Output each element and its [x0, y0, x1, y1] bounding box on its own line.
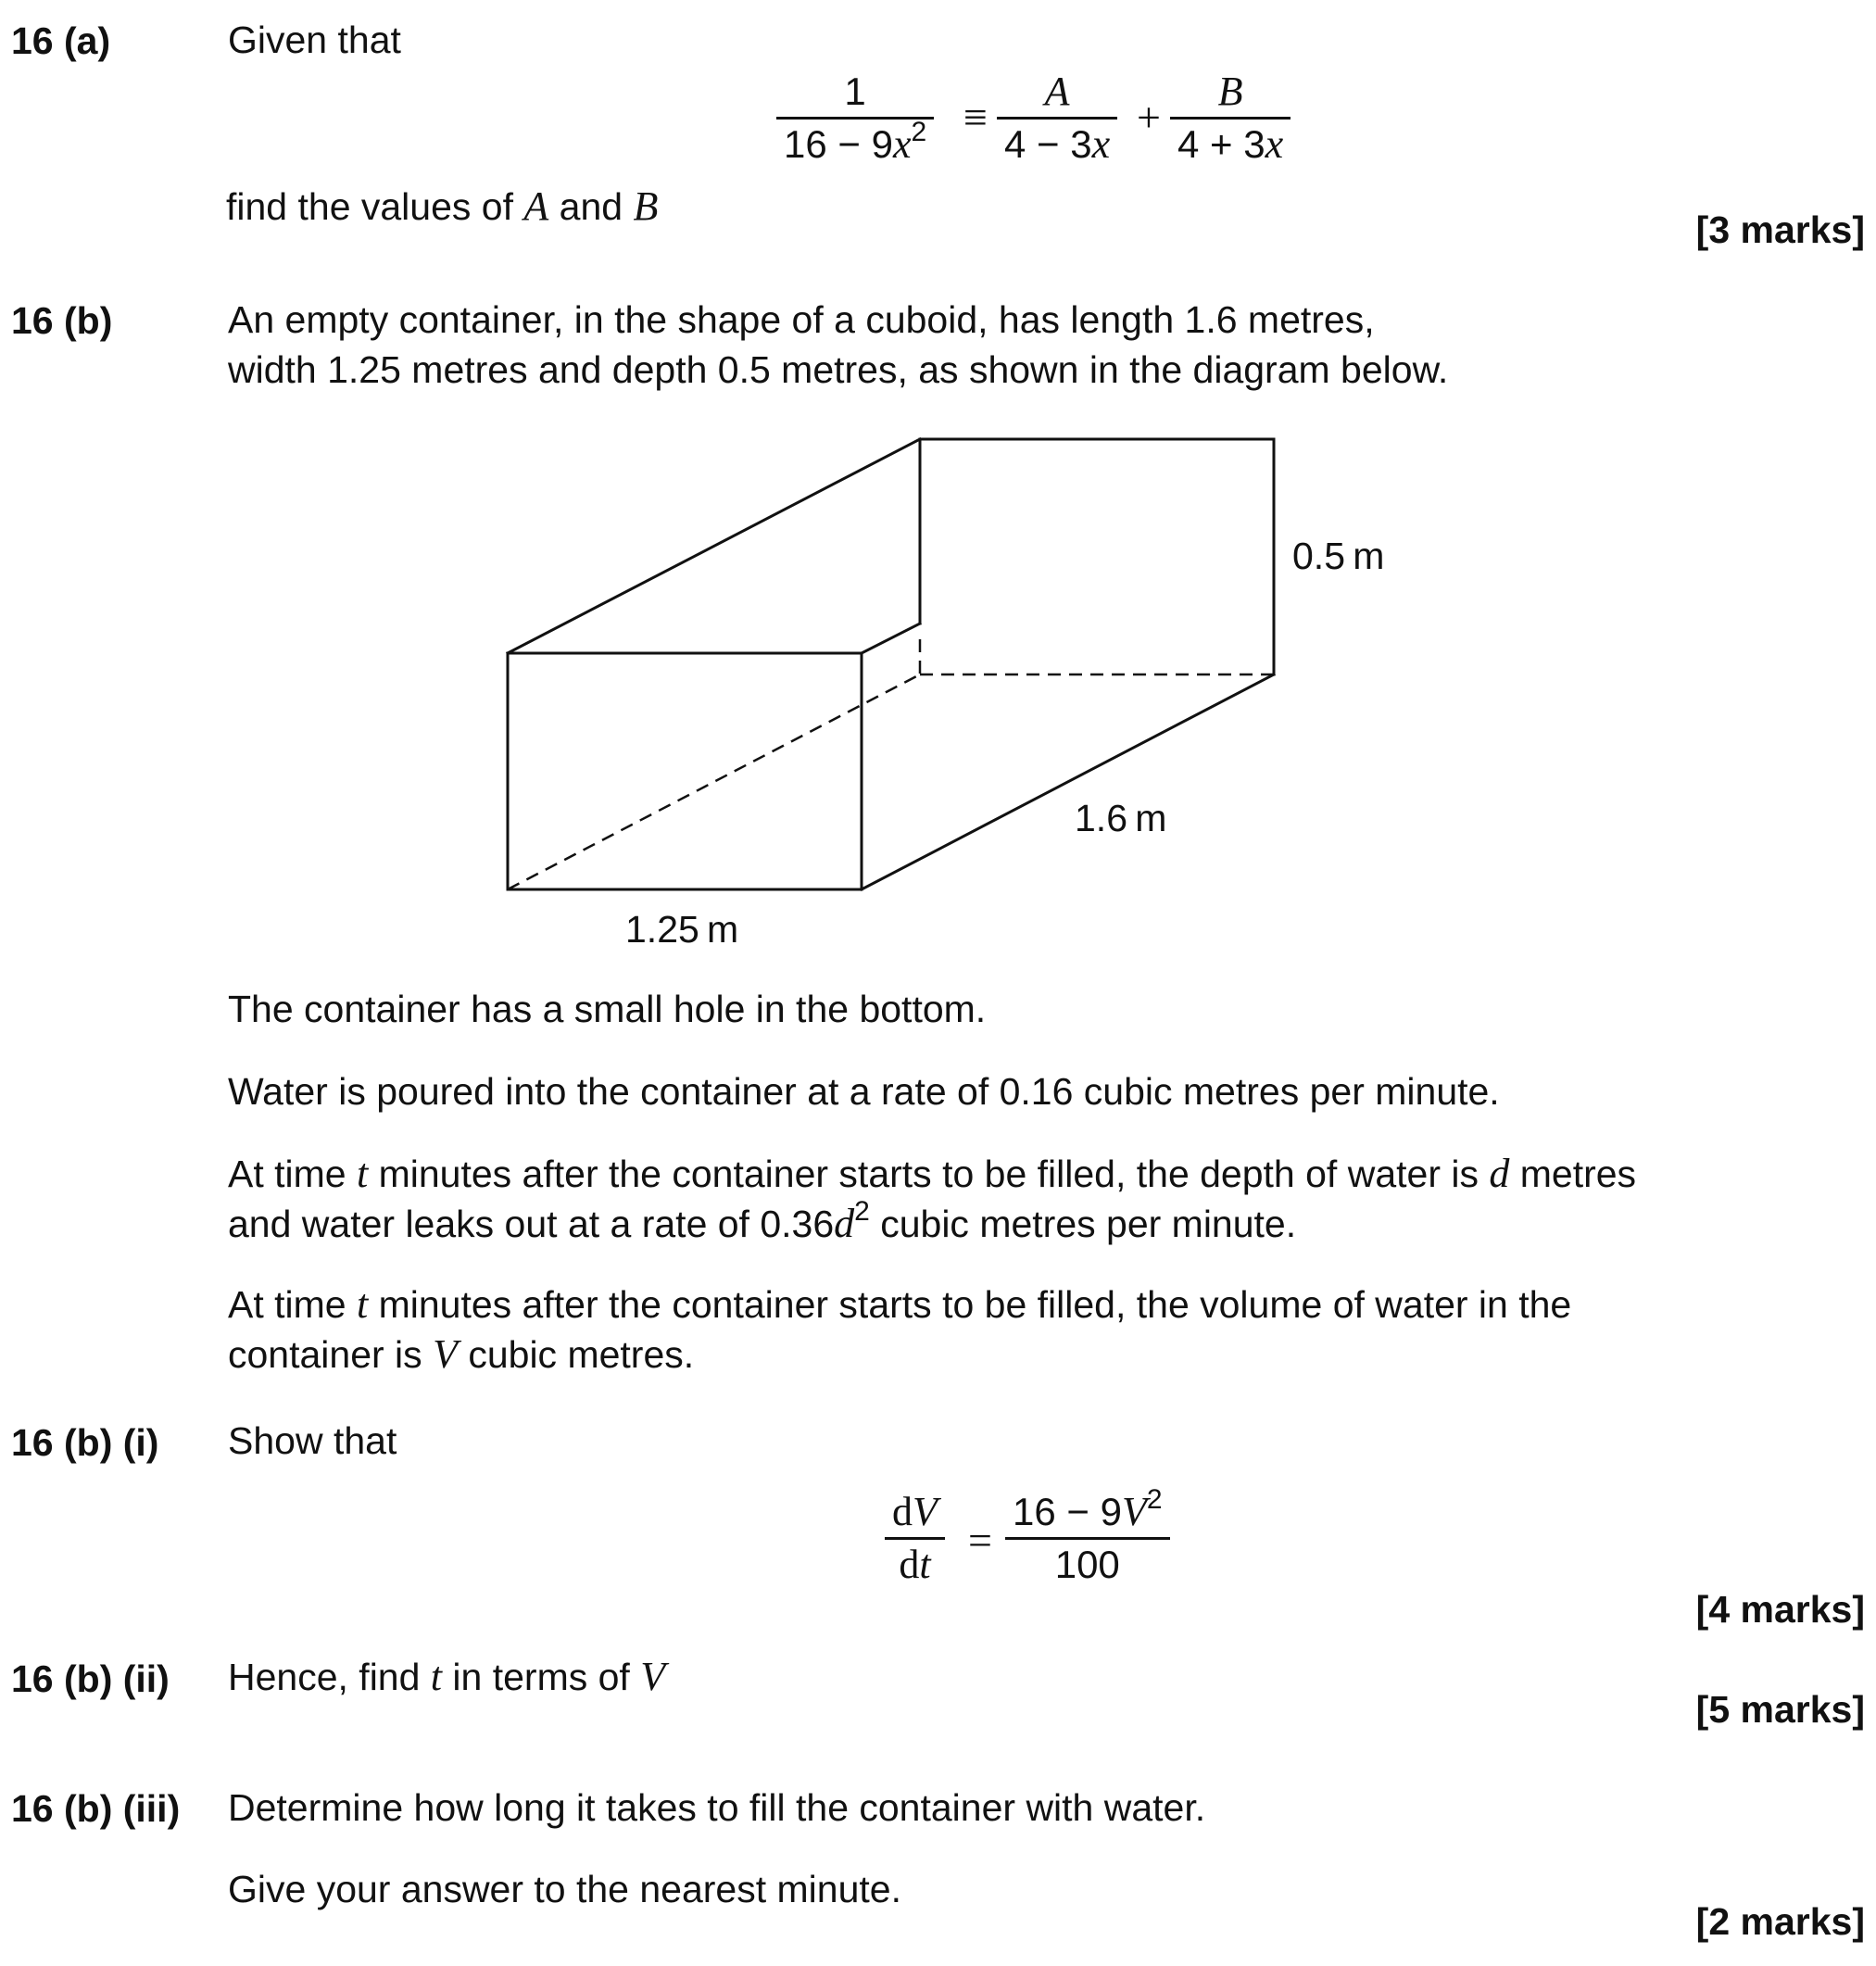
term2-denominator-text: 4 + 3 [1177, 122, 1265, 166]
var-V: V [433, 1331, 458, 1377]
equals-symbol: = [968, 1517, 992, 1564]
cuboid-front-face [508, 653, 862, 889]
marks-16a: [3 marks] [1695, 208, 1865, 251]
marks-16bi: [4 marks] [1695, 1588, 1865, 1631]
fraction-dvdt-lhs [885, 1487, 945, 1590]
var-B: B [633, 183, 659, 229]
var-d: d [1489, 1151, 1510, 1196]
fraction-dvdt-rhs [1005, 1484, 1170, 1590]
exponent: 2 [854, 1196, 870, 1227]
paragraph-pour-rate: Water is poured into the container at a rate of 0.16 cubic metres per minute. [228, 1070, 1500, 1113]
question-number-16biii: 16 (b) (iii) [11, 1787, 181, 1830]
d-operator: d [899, 1542, 920, 1587]
var-t: t [356, 1151, 369, 1196]
cuboid-edge-top-left [508, 439, 920, 653]
exponent: 2 [911, 117, 927, 147]
term1-denominator-text: 4 − 3 [1004, 122, 1092, 166]
text: and water leaks out at a rate of 0.36 [228, 1203, 835, 1245]
text: cubic metres per minute. [869, 1203, 1297, 1245]
var-t: t [356, 1281, 369, 1327]
question-16b-line1: An empty container, in the shape of a cuboid, has length 1.6 metres, [228, 298, 1375, 341]
text: cubic metres. [457, 1333, 695, 1376]
paragraph-leak-line1 [228, 1149, 1636, 1199]
label-width: 1.25 m [625, 908, 739, 951]
var-V: V [913, 1489, 938, 1534]
var-d: d [834, 1201, 855, 1246]
text: minutes after the container starts to be filled, the volume of water in the [368, 1283, 1572, 1326]
text: At time [228, 1153, 357, 1195]
marks-16biii: [2 marks] [1695, 1900, 1865, 1943]
equiv-symbol: ≡ [963, 94, 988, 141]
lhs-denominator-text: 16 − 9 [784, 122, 893, 166]
paragraph-leak-line2 [228, 1196, 1297, 1249]
var-x: x [1091, 121, 1111, 167]
rhs-denominator: 100 [1054, 1543, 1120, 1586]
question-16bii-text [228, 1652, 665, 1702]
var-B: B [1217, 69, 1243, 114]
var-V: V [640, 1654, 666, 1699]
instruction-text: and [548, 185, 634, 228]
d-operator: d [892, 1489, 913, 1534]
var-A: A [1044, 69, 1070, 114]
text: Hence, find [228, 1656, 431, 1698]
paragraph-volume-line2 [228, 1330, 694, 1380]
var-x: x [1265, 121, 1284, 167]
label-length: 1.6 m [1075, 797, 1167, 839]
text: At time [228, 1283, 357, 1326]
text: metres [1509, 1153, 1637, 1195]
var-x: x [892, 121, 912, 167]
question-number-16bi: 16 (b) (i) [11, 1421, 159, 1464]
var-t: t [430, 1654, 443, 1699]
marks-16bii: [5 marks] [1695, 1688, 1865, 1731]
question-number-16b: 16 (b) [11, 299, 113, 342]
question-number-16a: 16 (a) [11, 19, 111, 62]
question-16b-line2: width 1.25 metres and depth 0.5 metres, as shown in the diagram below. [228, 348, 1449, 391]
question-16a-intro: Given that [228, 19, 401, 61]
var-A: A [523, 183, 549, 229]
label-depth: 0.5 m [1292, 535, 1385, 577]
plus-symbol: + [1137, 94, 1161, 141]
lhs-numerator: 1 [844, 69, 866, 113]
rhs-numerator-text: 16 − 9 [1013, 1490, 1122, 1533]
question-16biii-text2: Give your answer to the nearest minute. [228, 1868, 901, 1910]
question-16bi-text: Show that [228, 1419, 397, 1462]
instruction-text: find the values of [226, 185, 524, 228]
question-number-16bii: 16 (b) (ii) [11, 1657, 170, 1700]
var-t: t [919, 1542, 931, 1587]
text: in terms of [442, 1656, 641, 1698]
cuboid-edge-top-right-front [862, 624, 920, 653]
paragraph-hole: The container has a small hole in the bottom. [228, 988, 987, 1030]
var-V: V [1121, 1489, 1147, 1534]
text: container is [228, 1333, 434, 1376]
cuboid-edge-bottom-right [862, 674, 1274, 889]
paragraph-volume-line1 [228, 1279, 1571, 1330]
text: minutes after the container starts to be filled, the depth of water is [368, 1153, 1490, 1195]
question-16biii-text1: Determine how long it takes to fill the container with water. [228, 1786, 1206, 1829]
exponent: 2 [1146, 1484, 1163, 1515]
cuboid-hidden-edge-diagonal [508, 674, 920, 889]
